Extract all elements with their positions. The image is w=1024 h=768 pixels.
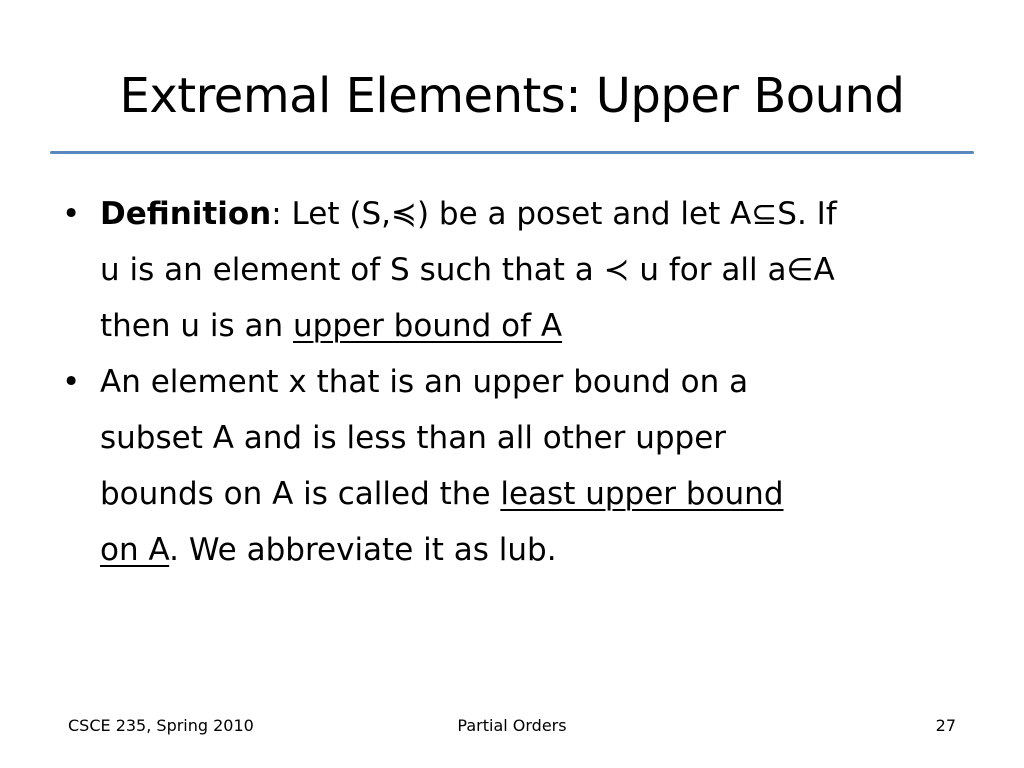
footer-topic: Partial Orders xyxy=(457,716,567,735)
bullet-text: : Let (S,≼) be a poset and let A⊆S. If xyxy=(271,196,837,232)
bullet-line xyxy=(100,242,980,298)
underlined-term-least-upper-bound: least upper bound xyxy=(500,476,784,512)
bullet-text: . We abbreviate it as lub. xyxy=(169,532,557,568)
bullet-line xyxy=(100,354,980,410)
title-divider xyxy=(50,151,974,154)
bullet-line xyxy=(100,410,980,466)
slide-number: 27 xyxy=(935,716,956,735)
slide-title: Extremal Elements: Upper Bound xyxy=(119,68,905,124)
bullet-line xyxy=(100,186,980,242)
definition-term: Definition xyxy=(100,196,272,232)
underlined-term-upper-bound: upper bound of A xyxy=(293,308,563,344)
underlined-term-on-a: on A xyxy=(100,532,170,568)
bullet-text: u is an element of S such that a ≺ u for all a∈A xyxy=(100,252,835,288)
bullet-text: then u is an xyxy=(100,308,293,344)
bullet-marker: • xyxy=(62,364,81,400)
bullet-line xyxy=(100,298,980,354)
bullet-line xyxy=(100,522,980,578)
bullet-least-upper-bound xyxy=(60,354,980,578)
bullet-text: An element x that is an upper bound on a xyxy=(100,364,749,400)
bullet-text: subset A and is less than all other upper xyxy=(100,420,727,456)
slide-body xyxy=(60,186,980,578)
bullet-marker: • xyxy=(62,196,81,232)
bullet-definition xyxy=(60,186,980,354)
bullet-text: bounds on A is called the xyxy=(100,476,501,512)
bullet-line xyxy=(100,466,980,522)
footer-course: CSCE 235, Spring 2010 xyxy=(68,716,254,735)
